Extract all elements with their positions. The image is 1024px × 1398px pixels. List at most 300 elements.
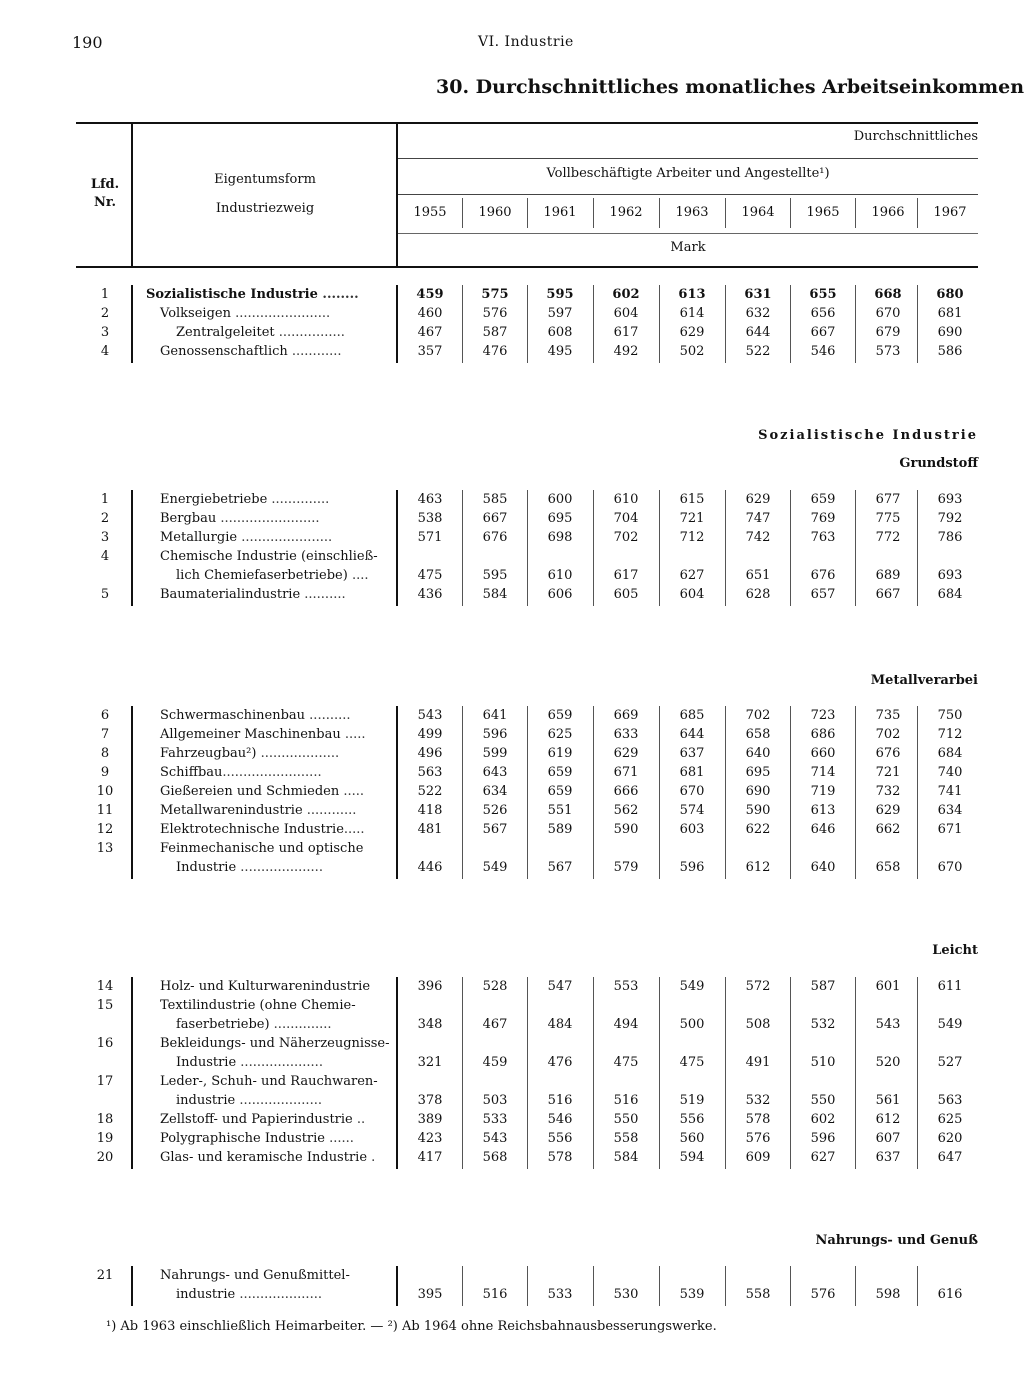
value-cell: 590 — [745, 803, 771, 818]
value-cell: 617 — [613, 568, 639, 583]
value-cell: 640 — [810, 860, 836, 875]
value-cell: 690 — [745, 784, 771, 799]
row-label-text: Metallwarenindustrie — [160, 803, 303, 818]
row-number: 3 — [100, 325, 110, 340]
leader-dots: .................... — [236, 1055, 323, 1070]
row-label — [160, 708, 351, 723]
value-cell: 680 — [936, 287, 964, 302]
value-cell: 686 — [810, 727, 836, 742]
value-cell: 742 — [745, 530, 771, 545]
value-cell: 546 — [547, 1112, 573, 1127]
year-header: 1962 — [609, 205, 643, 220]
value-cell: 572 — [745, 979, 771, 994]
value-cell: 628 — [745, 587, 771, 602]
table-row — [0, 803, 1024, 822]
row-label-text: Baumaterialindustrie — [160, 587, 301, 602]
value-cell: 522 — [745, 344, 771, 359]
value-cell: 446 — [417, 860, 443, 875]
row-label-text: Sozialistische Industrie — [146, 287, 318, 302]
value-cell: 721 — [679, 511, 705, 526]
leader-dots: ...................... — [237, 530, 333, 545]
value-cell: 681 — [679, 765, 705, 780]
table-row — [0, 708, 1024, 727]
value-cell: 550 — [810, 1093, 836, 1108]
value-cell: 689 — [875, 568, 901, 583]
table-row — [0, 998, 1024, 1017]
value-cell: 563 — [417, 765, 443, 780]
value-cell: 576 — [810, 1287, 836, 1302]
table-row — [0, 325, 1024, 344]
leader-dots: .......... — [300, 587, 346, 602]
year-divider — [527, 198, 528, 228]
value-cell: 741 — [937, 784, 963, 799]
value-cell: 389 — [417, 1112, 443, 1127]
value-cell: 659 — [547, 708, 573, 723]
value-cell: 491 — [745, 1055, 771, 1070]
value-cell: 603 — [679, 822, 705, 837]
value-cell: 575 — [481, 287, 509, 302]
table-row — [0, 1055, 1024, 1074]
row-label — [176, 1093, 322, 1108]
year-header: 1966 — [871, 205, 905, 220]
table-row — [0, 492, 1024, 511]
value-cell: 551 — [547, 803, 573, 818]
row-label-text: Textilindustrie (ohne Chemie- — [160, 998, 356, 1013]
row-label — [160, 587, 346, 602]
value-cell: 519 — [679, 1093, 705, 1108]
table-row — [0, 1017, 1024, 1036]
value-cell: 698 — [547, 530, 573, 545]
row-number: 17 — [96, 1074, 114, 1089]
leader-dots: .................... — [236, 860, 323, 875]
value-cell: 492 — [613, 344, 639, 359]
value-cell: 423 — [417, 1131, 443, 1146]
value-cell: 494 — [613, 1017, 639, 1032]
year-divider — [855, 198, 856, 228]
year-divider — [917, 198, 918, 228]
row-label-text: Volkseigen — [160, 306, 231, 321]
value-cell: 625 — [937, 1112, 963, 1127]
row-label — [176, 1017, 332, 1032]
value-cell: 527 — [937, 1055, 963, 1070]
value-cell: 647 — [937, 1150, 963, 1165]
value-cell: 632 — [745, 306, 771, 321]
value-cell: 669 — [613, 708, 639, 723]
value-cell: 574 — [679, 803, 705, 818]
table-row — [0, 1074, 1024, 1093]
value-cell: 396 — [417, 979, 443, 994]
value-cell: 481 — [417, 822, 443, 837]
value-cell: 627 — [810, 1150, 836, 1165]
section-heading: Nahrungs- und Genuß — [815, 1233, 978, 1248]
row-number: 10 — [96, 784, 114, 799]
value-cell: 516 — [613, 1093, 639, 1108]
value-cell: 613 — [810, 803, 836, 818]
value-cell: 702 — [875, 727, 901, 742]
lfd-label: Lfd. — [90, 177, 120, 192]
value-cell: 656 — [810, 306, 836, 321]
table-row — [0, 549, 1024, 568]
value-cell: 605 — [613, 587, 639, 602]
leader-dots: ............ — [287, 344, 342, 359]
section-heading: Leicht — [932, 943, 978, 958]
value-cell: 637 — [875, 1150, 901, 1165]
value-cell: 772 — [875, 530, 901, 545]
value-cell: 714 — [810, 765, 836, 780]
value-cell: 614 — [679, 306, 705, 321]
value-cell: 594 — [679, 1150, 705, 1165]
section-heading: Metallverarbei — [870, 673, 978, 688]
row-label-text: Zellstoff- und Papierindustrie — [160, 1112, 353, 1127]
row-label — [160, 841, 363, 856]
value-cell: 500 — [679, 1017, 705, 1032]
row-number: 6 — [100, 708, 110, 723]
value-cell: 617 — [613, 325, 639, 340]
row-label — [160, 1112, 365, 1127]
value-cell: 633 — [613, 727, 639, 742]
year-divider — [462, 198, 463, 228]
leader-dots: .............. — [269, 1017, 332, 1032]
leader-dots: .............. — [267, 492, 330, 507]
value-cell: 629 — [613, 746, 639, 761]
table-row — [0, 511, 1024, 530]
value-cell: 463 — [417, 492, 443, 507]
industriezweig-label: Industriezweig — [215, 201, 315, 216]
value-cell: 596 — [679, 860, 705, 875]
section-heading: Grundstoff — [899, 456, 978, 471]
value-cell: 693 — [937, 492, 963, 507]
row-number: 2 — [100, 306, 110, 321]
table-row — [0, 727, 1024, 746]
row-label-text: industrie — [176, 1287, 236, 1302]
table-row — [0, 1131, 1024, 1150]
table-row — [0, 530, 1024, 549]
value-cell: 644 — [745, 325, 771, 340]
value-cell: 579 — [613, 860, 639, 875]
value-cell: 607 — [875, 1131, 901, 1146]
value-cell: 547 — [547, 979, 573, 994]
value-cell: 657 — [810, 587, 836, 602]
value-cell: 516 — [547, 1093, 573, 1108]
row-label — [160, 549, 378, 564]
row-label — [160, 530, 332, 545]
value-cell: 520 — [875, 1055, 901, 1070]
value-cell: 530 — [613, 1287, 639, 1302]
table-row — [0, 1036, 1024, 1055]
value-cell: 576 — [745, 1131, 771, 1146]
value-cell: 612 — [745, 860, 771, 875]
row-label — [176, 1055, 323, 1070]
row-number: 12 — [96, 822, 114, 837]
value-cell: 378 — [417, 1093, 443, 1108]
value-cell: 637 — [679, 746, 705, 761]
row-label-text: Glas- und keramische Industrie — [160, 1150, 368, 1165]
row-number: 7 — [100, 727, 110, 742]
value-cell: 417 — [417, 1150, 443, 1165]
year-header: 1963 — [675, 205, 709, 220]
nr-label: Nr. — [93, 195, 117, 210]
row-number: 18 — [96, 1112, 114, 1127]
value-cell: 625 — [547, 727, 573, 742]
row-number: 8 — [100, 746, 110, 761]
row-number: 20 — [96, 1150, 114, 1165]
row-label — [160, 784, 364, 799]
row-label-text: Genossenschaftlich — [160, 344, 288, 359]
table-row — [0, 1112, 1024, 1131]
value-cell: 549 — [679, 979, 705, 994]
value-cell: 563 — [937, 1093, 963, 1108]
value-cell: 676 — [875, 746, 901, 761]
value-cell: 695 — [745, 765, 771, 780]
value-cell: 676 — [810, 568, 836, 583]
value-cell: 533 — [482, 1112, 508, 1127]
value-cell: 538 — [417, 511, 443, 526]
row-label-text: Bergbau — [160, 511, 217, 526]
table-row — [0, 587, 1024, 606]
row-label-text: Industrie — [176, 860, 237, 875]
value-cell: 502 — [679, 344, 705, 359]
row-label-text: Schwermaschinenbau — [160, 708, 306, 723]
value-cell: 609 — [745, 1150, 771, 1165]
value-cell: 677 — [875, 492, 901, 507]
leader-dots: . — [367, 1150, 376, 1165]
row-label — [146, 287, 359, 302]
year-header: 1967 — [933, 205, 967, 220]
value-cell: 702 — [745, 708, 771, 723]
section-heading: Sozialistische Industrie — [758, 428, 978, 443]
value-cell: 651 — [745, 568, 771, 583]
value-cell: 659 — [547, 765, 573, 780]
value-cell: 602 — [810, 1112, 836, 1127]
table-row — [0, 979, 1024, 998]
value-cell: 475 — [679, 1055, 705, 1070]
value-cell: 608 — [547, 325, 573, 340]
value-cell: 395 — [417, 1287, 443, 1302]
unit-rule — [398, 233, 978, 234]
row-label-text: Energiebetriebe — [160, 492, 268, 507]
year-divider — [593, 198, 594, 228]
row-label-text: Elektrotechnische Industrie — [160, 822, 344, 837]
row-label — [160, 1036, 390, 1051]
row-label-text: lich Chemiefaserbetriebe) — [176, 568, 348, 583]
value-cell: 522 — [417, 784, 443, 799]
value-cell: 750 — [937, 708, 963, 723]
value-cell: 543 — [417, 708, 443, 723]
value-cell: 671 — [613, 765, 639, 780]
year-divider — [725, 198, 726, 228]
header-top-rule — [76, 122, 978, 124]
value-cell: 620 — [937, 1131, 963, 1146]
table-row — [0, 822, 1024, 841]
table-row — [0, 1287, 1024, 1306]
value-cell: 684 — [937, 587, 963, 602]
value-cell: 644 — [679, 727, 705, 742]
year-divider — [659, 198, 660, 228]
value-cell: 321 — [417, 1055, 443, 1070]
row-label — [160, 746, 339, 761]
value-cell: 670 — [937, 860, 963, 875]
value-cell: 610 — [547, 568, 573, 583]
leader-dots: .................... — [235, 1287, 322, 1302]
value-cell: 606 — [547, 587, 573, 602]
leader-dots: ...... — [325, 1131, 354, 1146]
row-label — [160, 1150, 375, 1165]
table-row — [0, 1093, 1024, 1112]
value-cell: 702 — [613, 530, 639, 545]
row-number: 14 — [96, 979, 114, 994]
leader-dots: ........................ — [216, 511, 320, 526]
value-cell: 508 — [745, 1017, 771, 1032]
value-cell: 732 — [875, 784, 901, 799]
value-cell: 611 — [937, 979, 963, 994]
row-label-text: Industrie — [176, 1055, 237, 1070]
row-label-text: Chemische Industrie (einschließ- — [160, 549, 378, 564]
value-cell: 532 — [810, 1017, 836, 1032]
value-cell: 763 — [810, 530, 836, 545]
row-label — [160, 492, 329, 507]
row-number: 19 — [96, 1131, 114, 1146]
value-cell: 556 — [547, 1131, 573, 1146]
row-label-text: Fahrzeugbau²) — [160, 746, 257, 761]
row-number: 15 — [96, 998, 114, 1013]
row-label — [176, 1287, 322, 1302]
value-cell: 631 — [744, 287, 772, 302]
row-label-text: industrie — [176, 1093, 236, 1108]
table-row — [0, 841, 1024, 860]
value-cell: 459 — [416, 287, 444, 302]
value-cell: 634 — [937, 803, 963, 818]
value-cell: 560 — [679, 1131, 705, 1146]
table-title: 30. Durchschnittliches monatliches Arbeitseinkommen — [436, 76, 1024, 98]
value-cell: 695 — [547, 511, 573, 526]
value-cell: 596 — [482, 727, 508, 742]
value-cell: 467 — [482, 1017, 508, 1032]
value-cell: 573 — [875, 344, 901, 359]
value-cell: 712 — [937, 727, 963, 742]
value-cell: 670 — [679, 784, 705, 799]
value-cell: 613 — [678, 287, 706, 302]
value-cell: 619 — [547, 746, 573, 761]
value-cell: 684 — [937, 746, 963, 761]
value-cell: 671 — [937, 822, 963, 837]
value-cell: 476 — [547, 1055, 573, 1070]
leader-dots: ..... — [340, 727, 366, 742]
value-cell: 475 — [417, 568, 443, 583]
table-row — [0, 568, 1024, 587]
value-cell: 528 — [482, 979, 508, 994]
value-cell: 690 — [937, 325, 963, 340]
value-cell: 667 — [810, 325, 836, 340]
row-label — [160, 1131, 354, 1146]
leader-dots: ........ — [317, 287, 359, 302]
row-label-text: Allgemeiner Maschinenbau — [160, 727, 341, 742]
value-cell: 597 — [547, 306, 573, 321]
value-cell: 622 — [745, 822, 771, 837]
value-cell: 590 — [613, 822, 639, 837]
value-cell: 556 — [679, 1112, 705, 1127]
year-header: 1965 — [806, 205, 840, 220]
value-cell: 792 — [937, 511, 963, 526]
value-cell: 526 — [482, 803, 508, 818]
value-cell: 503 — [482, 1093, 508, 1108]
value-cell: 667 — [875, 587, 901, 602]
value-cell: 549 — [482, 860, 508, 875]
row-label-text: Schiffbau — [160, 765, 223, 780]
value-cell: 629 — [679, 325, 705, 340]
table-row — [0, 306, 1024, 325]
leader-dots: ............ — [302, 803, 357, 818]
table-row — [0, 746, 1024, 765]
row-label-text: faserbetriebe) — [176, 1017, 270, 1032]
table-row — [0, 344, 1024, 363]
value-cell: 610 — [613, 492, 639, 507]
value-cell: 595 — [482, 568, 508, 583]
value-cell: 600 — [547, 492, 573, 507]
leader-dots: ................... — [256, 746, 340, 761]
value-cell: 615 — [679, 492, 705, 507]
value-cell: 658 — [875, 860, 901, 875]
leader-dots: .................... — [235, 1093, 322, 1108]
row-number: 13 — [96, 841, 114, 856]
value-cell: 578 — [745, 1112, 771, 1127]
value-cell: 543 — [482, 1131, 508, 1146]
value-cell: 571 — [417, 530, 443, 545]
row-label — [160, 511, 320, 526]
row-label-text: Nahrungs- und Genußmittel- — [160, 1268, 350, 1283]
row-number: 9 — [100, 765, 110, 780]
row-label-text: Leder-, Schuh- und Rauchwaren- — [160, 1074, 378, 1089]
row-number: 16 — [96, 1036, 114, 1051]
value-cell: 786 — [937, 530, 963, 545]
value-cell: 658 — [745, 727, 771, 742]
value-cell: 747 — [745, 511, 771, 526]
value-cell: 532 — [745, 1093, 771, 1108]
value-cell: 735 — [875, 708, 901, 723]
value-cell: 627 — [679, 568, 705, 583]
value-cell: 612 — [875, 1112, 901, 1127]
row-label — [176, 568, 369, 583]
row-number: 4 — [100, 549, 110, 564]
value-cell: 596 — [810, 1131, 836, 1146]
value-cell: 666 — [613, 784, 639, 799]
value-cell: 681 — [937, 306, 963, 321]
value-cell: 602 — [612, 287, 640, 302]
row-label — [160, 1268, 350, 1283]
value-cell: 679 — [875, 325, 901, 340]
value-cell: 595 — [546, 287, 574, 302]
value-cell: 499 — [417, 727, 443, 742]
value-cell: 576 — [482, 306, 508, 321]
value-cell: 643 — [482, 765, 508, 780]
value-cell: 719 — [810, 784, 836, 799]
value-cell: 587 — [482, 325, 508, 340]
row-number: 5 — [100, 587, 110, 602]
value-cell: 568 — [482, 1150, 508, 1165]
value-cell: 567 — [482, 822, 508, 837]
value-cell: 550 — [613, 1112, 639, 1127]
row-number: 21 — [96, 1268, 114, 1283]
header-divider-nr — [131, 124, 133, 266]
value-cell: 357 — [417, 344, 443, 359]
row-label-text: Metallurgie — [160, 530, 238, 545]
value-cell: 740 — [937, 765, 963, 780]
value-cell: 418 — [417, 803, 443, 818]
running-head: VI. Industrie — [478, 34, 574, 50]
leader-dots: ..... — [343, 822, 365, 837]
table-row — [0, 765, 1024, 784]
value-cell: 495 — [547, 344, 573, 359]
unit-label: Mark — [670, 240, 706, 255]
